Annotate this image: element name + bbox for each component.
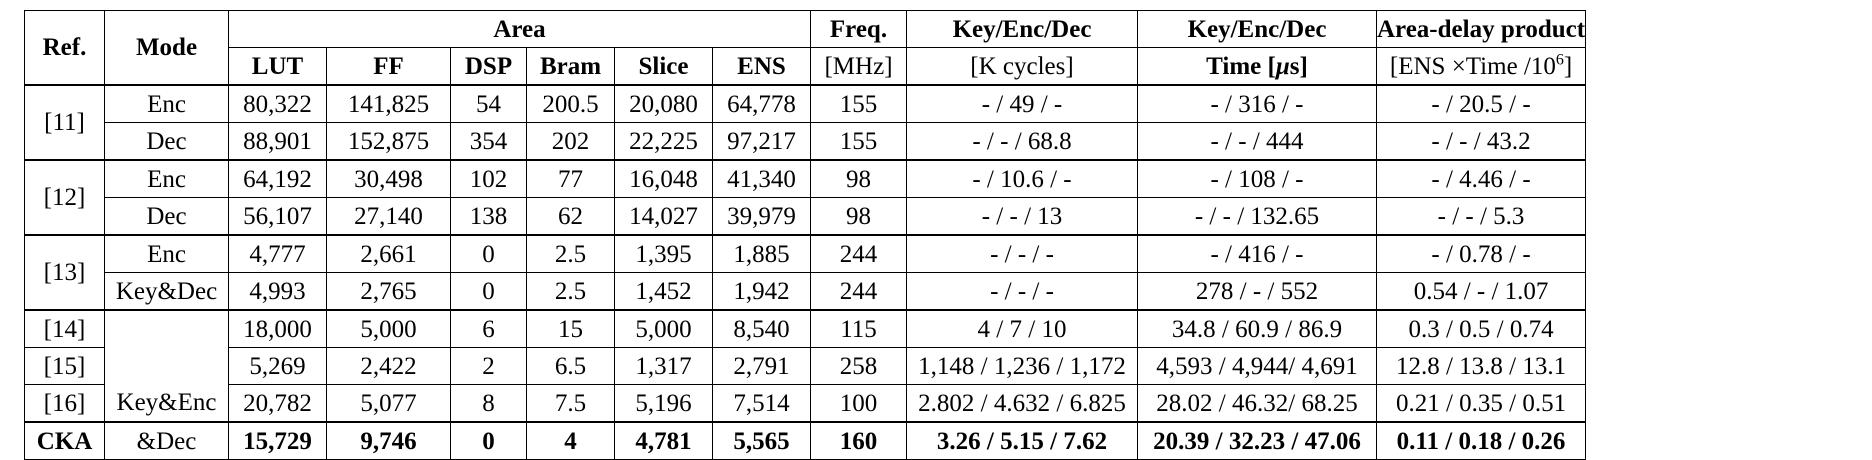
- mode-cell: Enc: [105, 85, 229, 123]
- header-cycles-unit: [K cycles]: [907, 48, 1138, 86]
- dsp-cell: 0: [451, 422, 527, 460]
- ff-cell: 141,825: [327, 85, 451, 123]
- ens-cell: 97,217: [713, 123, 811, 161]
- header-adp: Area-delay product: [1377, 11, 1586, 48]
- ens-cell: 39,979: [713, 198, 811, 236]
- ff-cell: 5,000: [327, 310, 451, 348]
- adp-cell: 0.3 / 0.5 / 0.74: [1377, 310, 1586, 348]
- header-lut: LUT: [229, 48, 327, 86]
- table-header: [25, 11, 1586, 86]
- time-cell: 20.39 / 32.23 / 47.06: [1138, 422, 1377, 460]
- freq-cell: 155: [811, 123, 907, 161]
- time-cell: - / 316 / -: [1138, 85, 1377, 123]
- adp-cell: 12.8 / 13.8 / 13.1: [1377, 348, 1586, 385]
- time-cell: 4,593 / 4,944/ 4,691: [1138, 348, 1377, 385]
- ff-cell: 2,661: [327, 235, 451, 273]
- time-cell: 28.02 / 46.32/ 68.25: [1138, 385, 1377, 423]
- bram-cell: 200.5: [527, 85, 615, 123]
- ref-cell: CKA: [25, 422, 105, 460]
- freq-cell: 115: [811, 310, 907, 348]
- cycles-cell: 1,148 / 1,236 / 1,172: [907, 348, 1138, 385]
- header-adp-unit-b: ]: [1563, 52, 1573, 80]
- lut-cell: 4,993: [229, 273, 327, 311]
- dsp-cell: 8: [451, 385, 527, 423]
- table-row: [25, 160, 1586, 198]
- lut-cell: 18,000: [229, 310, 327, 348]
- slice-cell: 5,000: [615, 310, 713, 348]
- ens-cell: 5,565: [713, 422, 811, 460]
- freq-cell: 100: [811, 385, 907, 423]
- header-freq: Freq.: [811, 11, 907, 48]
- adp-cell: - / - / 43.2: [1377, 123, 1586, 161]
- mode-cell: Dec: [105, 198, 229, 236]
- cycles-cell: 4 / 7 / 10: [907, 310, 1138, 348]
- freq-cell: 160: [811, 422, 907, 460]
- mode-cell: Enc: [105, 235, 229, 273]
- time-cell: - / - / 132.65: [1138, 198, 1377, 236]
- dsp-cell: 54: [451, 85, 527, 123]
- ens-cell: 1,885: [713, 235, 811, 273]
- header-time-unit-mu: μ: [1275, 52, 1290, 80]
- adp-cell: 0.21 / 0.35 / 0.51: [1377, 385, 1586, 423]
- ens-cell: 7,514: [713, 385, 811, 423]
- freq-cell: 98: [811, 160, 907, 198]
- slice-cell: 1,317: [615, 348, 713, 385]
- freq-cell: 244: [811, 273, 907, 311]
- slice-cell: 16,048: [615, 160, 713, 198]
- cycles-cell: 3.26 / 5.15 / 7.62: [907, 422, 1138, 460]
- header-adp-unit-exp: 6: [1555, 51, 1564, 69]
- lut-cell: 64,192: [229, 160, 327, 198]
- table-row: [25, 123, 1586, 161]
- header-area: Area: [229, 11, 811, 48]
- adp-cell: - / 20.5 / -: [1377, 85, 1586, 123]
- freq-cell: 258: [811, 348, 907, 385]
- ref-cell: [13]: [25, 235, 105, 310]
- cycles-cell: - / 49 / -: [907, 85, 1138, 123]
- freq-cell: 98: [811, 198, 907, 236]
- header-time-unit-a: Time [: [1206, 52, 1276, 80]
- table-row: [25, 85, 1586, 123]
- freq-cell: 244: [811, 235, 907, 273]
- ref-cell: [16]: [25, 385, 105, 423]
- lut-cell: 15,729: [229, 422, 327, 460]
- ens-cell: 1,942: [713, 273, 811, 311]
- slice-cell: 1,452: [615, 273, 713, 311]
- dsp-cell: 0: [451, 235, 527, 273]
- slice-cell: 5,196: [615, 385, 713, 423]
- bram-cell: 6.5: [527, 348, 615, 385]
- bram-cell: 15: [527, 310, 615, 348]
- mode-cell-key-enc: Key&Enc: [105, 310, 229, 422]
- cycles-cell: - / 10.6 / -: [907, 160, 1138, 198]
- header-time: Key/Enc/Dec: [1138, 11, 1377, 48]
- ff-cell: 152,875: [327, 123, 451, 161]
- lut-cell: 5,269: [229, 348, 327, 385]
- bram-cell: 4: [527, 422, 615, 460]
- header-ens: ENS: [713, 48, 811, 86]
- header-freq-unit: [MHz]: [811, 48, 907, 86]
- lut-cell: 4,777: [229, 235, 327, 273]
- header-time-unit: [1138, 48, 1377, 86]
- lut-cell: 80,322: [229, 85, 327, 123]
- slice-cell: 4,781: [615, 422, 713, 460]
- table-row: [25, 348, 1586, 385]
- ff-cell: 27,140: [327, 198, 451, 236]
- time-cell: - / - / 444: [1138, 123, 1377, 161]
- table-row: [25, 310, 1586, 348]
- header-dsp: DSP: [451, 48, 527, 86]
- mode-cell-dec: &Dec: [105, 422, 229, 460]
- slice-cell: 20,080: [615, 85, 713, 123]
- table-row: [25, 273, 1586, 311]
- adp-cell: 0.11 / 0.18 / 0.26: [1377, 422, 1586, 460]
- header-adp-unit: [1377, 48, 1586, 86]
- lut-cell: 56,107: [229, 198, 327, 236]
- time-cell: 34.8 / 60.9 / 86.9: [1138, 310, 1377, 348]
- adp-cell: - / - / 5.3: [1377, 198, 1586, 236]
- ff-cell: 5,077: [327, 385, 451, 423]
- adp-cell: - / 4.46 / -: [1377, 160, 1586, 198]
- ref-cell: [15]: [25, 348, 105, 385]
- dsp-cell: 0: [451, 273, 527, 311]
- mode-cell: Key&Dec: [105, 273, 229, 311]
- ref-cell: [12]: [25, 160, 105, 235]
- slice-cell: 22,225: [615, 123, 713, 161]
- header-ff: FF: [327, 48, 451, 86]
- table-row: [25, 198, 1586, 236]
- time-cell: - / 108 / -: [1138, 160, 1377, 198]
- time-cell: 278 / - / 552: [1138, 273, 1377, 311]
- ref-cell: [14]: [25, 310, 105, 348]
- lut-cell: 88,901: [229, 123, 327, 161]
- ref-cell: [11]: [25, 85, 105, 160]
- header-cycles: Key/Enc/Dec: [907, 11, 1138, 48]
- bram-cell: 202: [527, 123, 615, 161]
- dsp-cell: 138: [451, 198, 527, 236]
- bram-cell: 2.5: [527, 235, 615, 273]
- table-row: [25, 235, 1586, 273]
- header-mode: Mode: [105, 11, 229, 86]
- ff-cell: 30,498: [327, 160, 451, 198]
- table-body: [25, 85, 1586, 460]
- bram-cell: 62: [527, 198, 615, 236]
- header-ref: Ref.: [25, 11, 105, 86]
- dsp-cell: 2: [451, 348, 527, 385]
- freq-cell: 155: [811, 85, 907, 123]
- ens-cell: 41,340: [713, 160, 811, 198]
- bram-cell: 7.5: [527, 385, 615, 423]
- table-row-cka: [25, 422, 1586, 460]
- header-bram: Bram: [527, 48, 615, 86]
- adp-cell: 0.54 / - / 1.07: [1377, 273, 1586, 311]
- cycles-cell: - / - / -: [907, 235, 1138, 273]
- lut-cell: 20,782: [229, 385, 327, 423]
- table-row: [25, 385, 1586, 423]
- cycles-cell: - / - / 68.8: [907, 123, 1138, 161]
- mode-cell: Enc: [105, 160, 229, 198]
- slice-cell: 14,027: [615, 198, 713, 236]
- ens-cell: 2,791: [713, 348, 811, 385]
- comparison-table: [24, 10, 1586, 460]
- cycles-cell: - / - / 13: [907, 198, 1138, 236]
- header-slice: Slice: [615, 48, 713, 86]
- cycles-cell: 2.802 / 4.632 / 6.825: [907, 385, 1138, 423]
- dsp-cell: 6: [451, 310, 527, 348]
- ff-cell: 2,422: [327, 348, 451, 385]
- time-cell: - / 416 / -: [1138, 235, 1377, 273]
- dsp-cell: 354: [451, 123, 527, 161]
- bram-cell: 2.5: [527, 273, 615, 311]
- ff-cell: 9,746: [327, 422, 451, 460]
- mode-cell: Dec: [105, 123, 229, 161]
- ens-cell: 8,540: [713, 310, 811, 348]
- adp-cell: - / 0.78 / -: [1377, 235, 1586, 273]
- ens-cell: 64,778: [713, 85, 811, 123]
- header-adp-unit-a: [ENS ×Time /10: [1389, 52, 1556, 80]
- bram-cell: 77: [527, 160, 615, 198]
- comparison-table-container: [24, 10, 1586, 460]
- slice-cell: 1,395: [615, 235, 713, 273]
- cycles-cell: - / - / -: [907, 273, 1138, 311]
- header-time-unit-b: s]: [1289, 52, 1308, 80]
- ff-cell: 2,765: [327, 273, 451, 311]
- dsp-cell: 102: [451, 160, 527, 198]
